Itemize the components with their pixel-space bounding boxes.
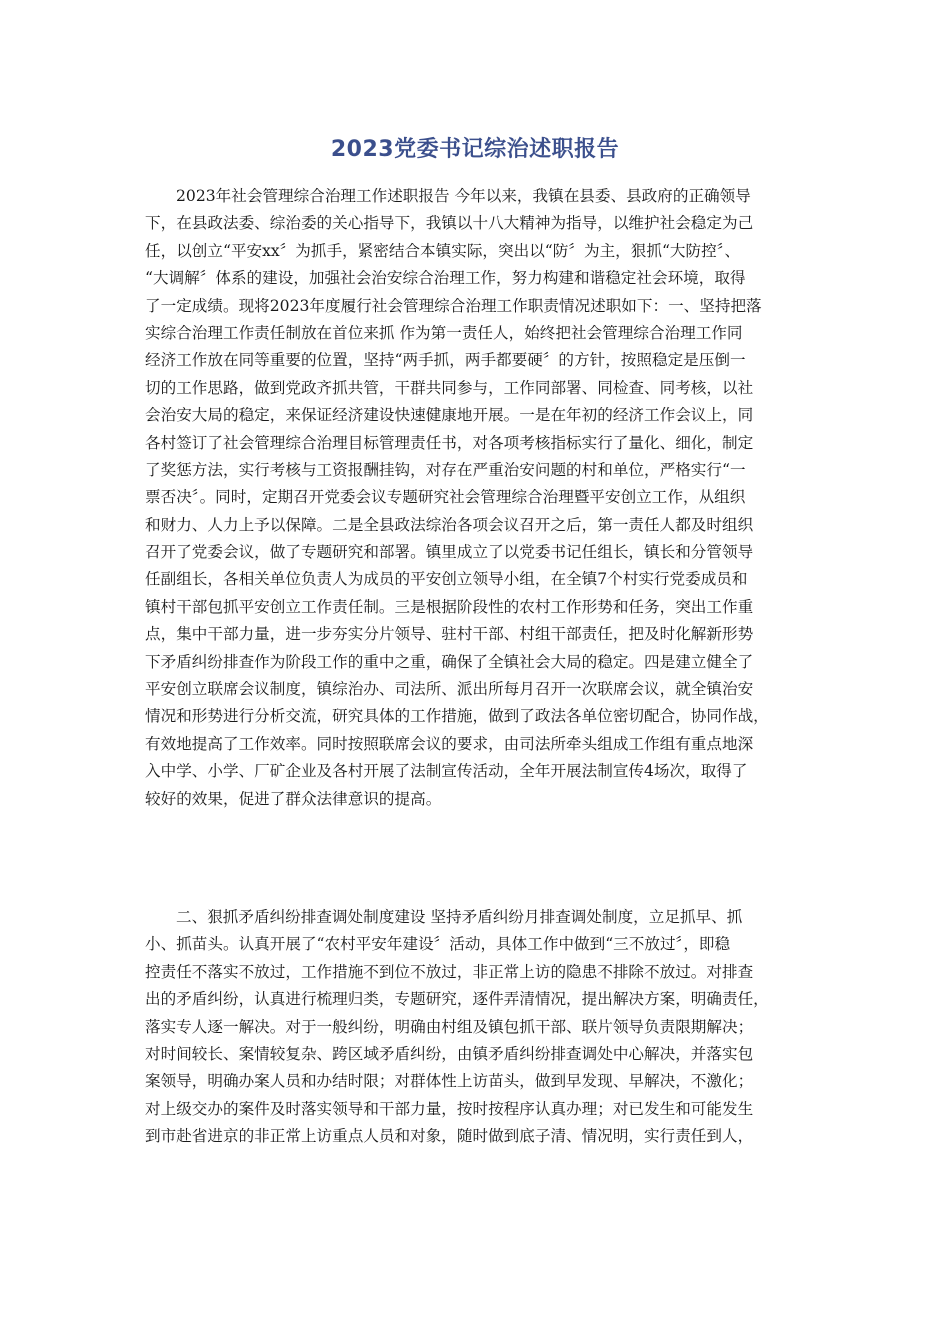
text-line: 任，以创立“平安xx〞为抓手，紧密结合本镇实际，突出以“防〞为主，狠抓“大防控〞、 — [145, 241, 741, 260]
text-line: 点，集中干部力量，进一步夯实分片领导、驻村干部、村组干部责任，把及时化解新形势 — [145, 625, 754, 644]
text-line: 了奖惩方法，实行考核与工资报酬挂钩，对存在严重治安问题的村和单位，严格实行“一 — [145, 460, 746, 479]
text-line: 较好的效果，促进了群众法律意识的提高。 — [145, 789, 442, 808]
text-line: 落实专人逐一解决。对于一般纠纷，明确由村组及镇包抓干部、联片领导负责限期解决； — [145, 1017, 754, 1036]
text-line: 票否决〞。同时，定期召开党委会议专题研究社会管理综合治理暨平安创立工作，从组织 — [145, 488, 746, 507]
text-line: 2023年社会管理综合治理工作述职报告 今年以来，我镇在县委、县政府的正确领导 — [176, 187, 751, 205]
text-line: 小、抓苗头。认真开展了“农村平安年建设〞活动，具体工作中做到“三不放过〞，即稳 — [145, 935, 731, 954]
text-line: 案领导，明确办案人员和办结时限；对群体性上访苗头，做到早发现、早解决，不激化； — [145, 1072, 754, 1091]
text-line: 情况和形势进行分析交流，研究具体的工作措施，做到了政法各单位密切配合，协同作战， — [145, 707, 769, 726]
text-line: 有效地提高了工作效率。同时按照联席会议的要求，由司法所牵头组成工作组有重点地深 — [145, 734, 754, 753]
text-line: “大调解〞体系的建设，加强社会治安综合治理工作，努力构建和谐稳定社会环境，取得 — [145, 269, 746, 288]
text-line: 二、狠抓矛盾纠纷排查调处制度建设 坚持矛盾纠纷月排查调处制度，立足抓早、抓 — [176, 908, 743, 926]
text-line: 下矛盾纠纷排查作为阶段工作的重中之重，确保了全镇社会大局的稳定。四是建立健全了 — [145, 652, 754, 671]
text-line: 镇村干部包抓平安创立工作责任制。三是根据阶段性的农村工作形势和任务，突出工作重 — [145, 597, 754, 616]
text-line: 入中学、小学、厂矿企业及各村开展了法制宣传活动，全年开展法制宣传4场次，取得了 — [145, 762, 748, 781]
text-line: 到市赴省进京的非正常上访重点人员和对象，随时做到底子清、情况明，实行责任到人， — [145, 1127, 754, 1146]
text-line: 对时间较长、案情较复杂、跨区域矛盾纠纷，由镇矛盾纠纷排查调处中心解决，并落实包 — [145, 1044, 754, 1063]
text-line: 任副组长，各相关单位负责人为成员的平安创立领导小组，在全镇7个村实行党委成员和 — [145, 570, 748, 589]
text-line: 召开了党委会议，做了专题研究和部署。镇里成立了以党委书记任组长，镇长和分管领导 — [145, 543, 754, 562]
document-title: 2023党委书记综治述职报告 — [330, 137, 620, 162]
text-line: 出的矛盾纠纷，认真进行梳理归类，专题研究，逐件弄清情况，提出解决方案，明确责任， — [145, 990, 769, 1009]
text-line: 经济工作放在同等重要的位置，坚持“两手抓，两手都要硬〞的方针，按照稳定是压倒一 — [145, 351, 746, 370]
text-line: 控责任不落实不放过，工作措施不到位不放过，非正常上访的隐患不排除不放过。对排查 — [145, 962, 754, 981]
text-line: 会治安大局的稳定，来保证经济建设快速健康地开展。一是在年初的经济工作会议上，同 — [145, 406, 754, 425]
text-line: 对上级交办的案件及时落实领导和干部力量，按时按程序认真办理；对已发生和可能发生 — [145, 1099, 754, 1118]
paragraph-1 — [145, 183, 810, 813]
text-line: 平安创立联席会议制度，镇综治办、司法所、派出所每月召开一次联席会议，就全镇治安 — [145, 680, 754, 699]
text-line: 实综合治理工作责任制放在首位来抓 作为第一责任人，始终把社会管理综合治理工作同 — [145, 323, 743, 342]
text-line: 下，在县政法委、综治委的关心指导下，我镇以十八大精神为指导，以维护社会稳定为己 — [145, 214, 754, 233]
text-line: 了一定成绩。现将2023年度履行社会管理综合治理工作职责情况述职如下：一、坚持把落 — [145, 296, 762, 315]
text-line: 和财力、人力上予以保障。二是全县政法综治各项会议召开之后，第一责任人都及时组织 — [145, 515, 754, 534]
text-line: 各村签订了社会管理综合治理目标管理责任书，对各项考核指标实行了量化、细化，制定 — [145, 433, 754, 452]
paragraph-2 — [145, 904, 810, 1151]
text-line: 切的工作思路，做到党政齐抓共管，干群共同参与，工作同部署、同检查、同考核，以社 — [145, 378, 754, 397]
